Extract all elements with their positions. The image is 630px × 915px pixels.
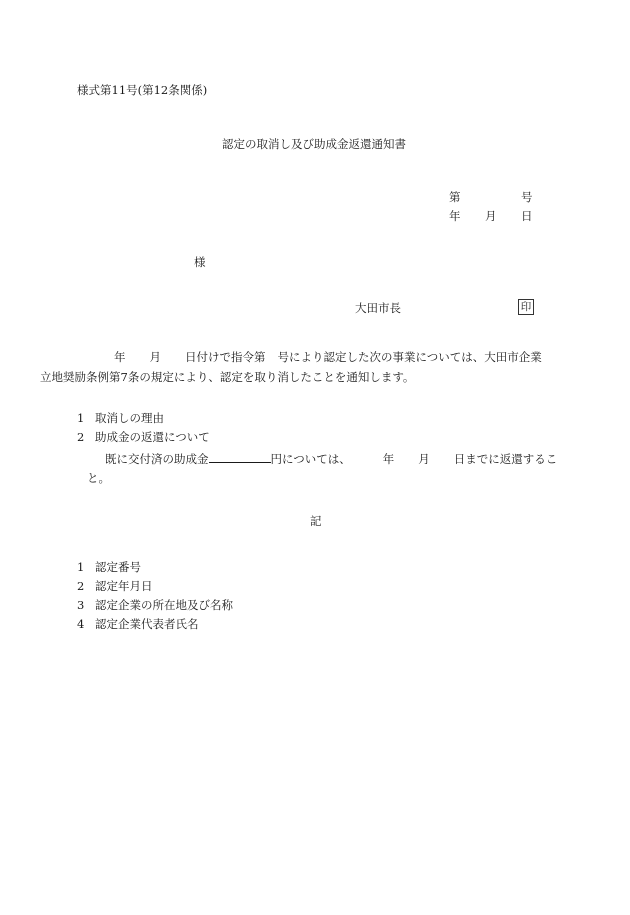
item-label: 認定企業代表者氏名: [95, 617, 199, 631]
date-day: 日: [521, 209, 533, 223]
item-label: 認定企業の所在地及び名称: [95, 598, 233, 612]
list-item: [77, 431, 210, 445]
body-year: 年: [114, 350, 126, 364]
item-number: 1: [77, 560, 85, 574]
refund-prefix: 既に交付済の助成金: [105, 452, 209, 466]
refund-amount-blank: [209, 450, 271, 463]
refund-wrap: と。: [87, 471, 110, 485]
item-number: 2: [77, 430, 85, 444]
page-title: 認定の取消し及び助成金返還通知書: [222, 137, 406, 151]
item-number: 1: [77, 411, 85, 425]
body-day-text: 日付けで指令第: [185, 350, 266, 364]
item-number: 2: [77, 579, 85, 593]
body-line2: 立地奨励条例第7条の規定により、認定を取り消したことを通知します。: [40, 370, 415, 384]
refund-day-text: 日までに返還するこ: [453, 452, 558, 466]
body-paragraph: [40, 347, 561, 387]
item-number: 4: [77, 617, 85, 631]
refund-paragraph: [77, 450, 579, 488]
refund-year: 年: [382, 452, 395, 466]
doc-number-prefix: 第: [449, 190, 461, 204]
form-label: 様式第11号(第12条関係): [77, 83, 208, 97]
body-number-text: 号により認定した次の事業については、大田市企業: [277, 350, 542, 364]
item-label: 取消しの理由: [95, 411, 164, 425]
doc-number-suffix: 号: [521, 190, 533, 204]
item-label: 認定番号: [95, 560, 141, 574]
list-item: [77, 412, 164, 426]
seal-mark: 印: [518, 299, 534, 315]
issuer-name: 大田市長: [355, 301, 401, 315]
list-item: [77, 580, 153, 594]
date-month: 月: [485, 209, 497, 223]
refund-suffix: 円については、: [270, 452, 351, 466]
list-item: [77, 618, 199, 632]
date-year: 年: [449, 209, 461, 223]
list-item: [77, 599, 233, 613]
item-label: 認定年月日: [95, 579, 153, 593]
item-label: 助成金の返還について: [95, 430, 210, 444]
ki-heading: 記: [310, 514, 322, 528]
list-item: [77, 561, 141, 575]
body-month: 月: [149, 350, 161, 364]
addressee-suffix: 様: [194, 255, 206, 269]
refund-month: 月: [418, 452, 430, 466]
item-number: 3: [77, 598, 85, 612]
